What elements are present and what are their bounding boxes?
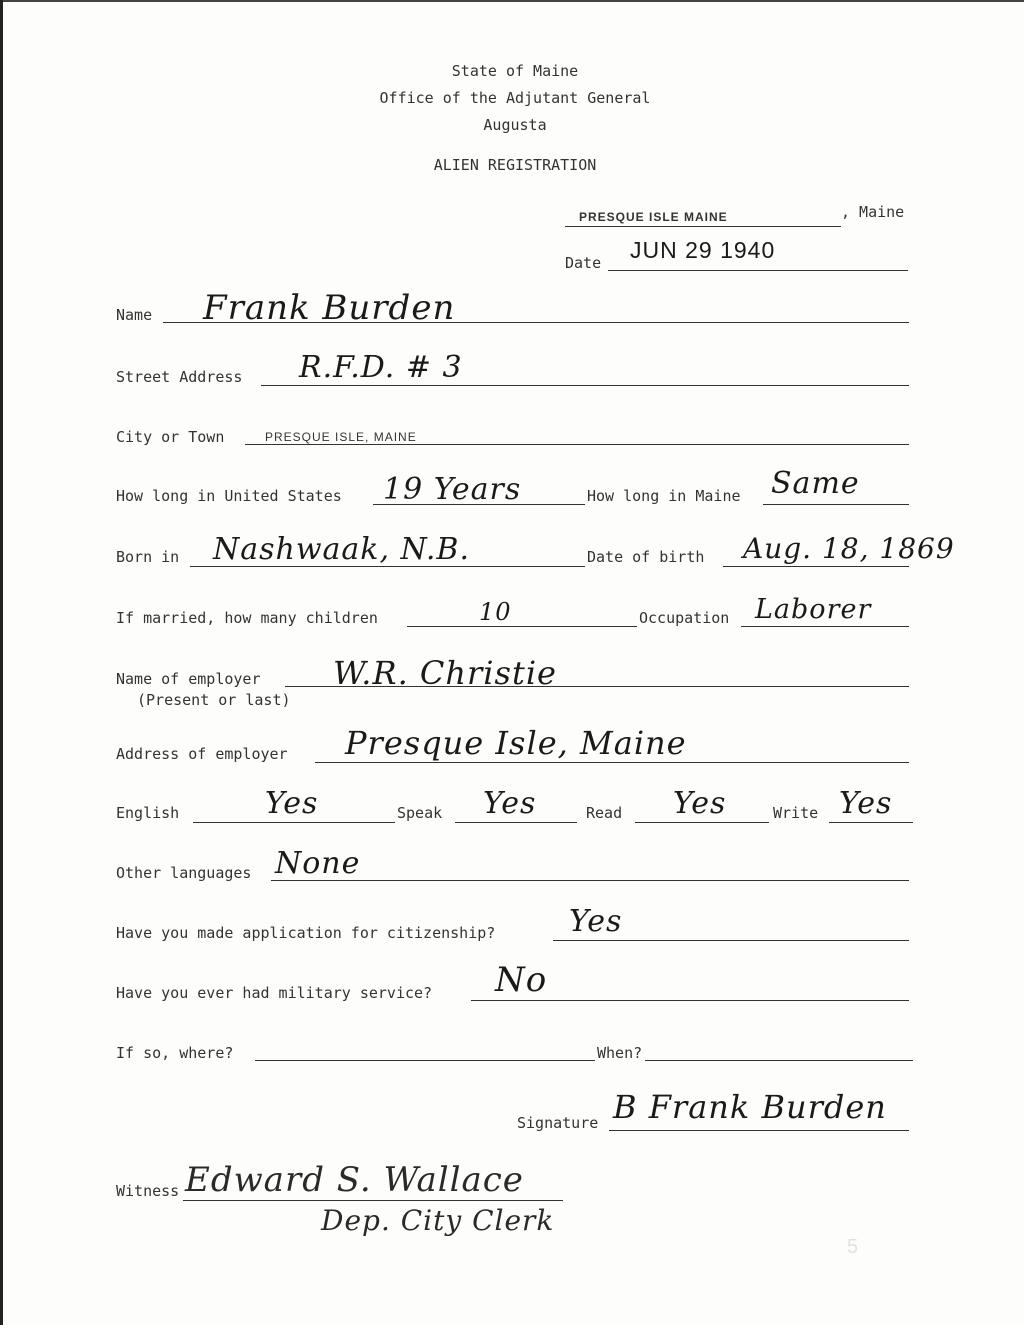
dob-value: Aug. 18, 1869 bbox=[743, 532, 955, 565]
witness-line bbox=[183, 1200, 563, 1201]
when-label: When? bbox=[597, 1044, 643, 1062]
children-value: 10 bbox=[479, 598, 512, 626]
form-title: ALIEN REGISTRATION bbox=[433, 156, 597, 174]
other-languages-label: Other languages bbox=[116, 864, 252, 882]
maine-duration-label: How long in Maine bbox=[587, 487, 741, 505]
header-city: Augusta bbox=[483, 116, 547, 134]
header-state: State of Maine bbox=[451, 62, 579, 80]
occupation-value: Laborer bbox=[755, 594, 872, 625]
date-stamp: JUN 29 1940 bbox=[630, 237, 776, 263]
citizenship-line bbox=[553, 940, 909, 941]
military-value: No bbox=[495, 960, 548, 1000]
children-label: If married, how many children bbox=[116, 609, 378, 627]
name-line bbox=[163, 322, 909, 323]
employer-address-value: Presque Isle, Maine bbox=[345, 724, 687, 762]
witness-value: Edward S. Wallace bbox=[185, 1160, 524, 1200]
signature-value: B Frank Burden bbox=[613, 1088, 887, 1126]
employer-address-line bbox=[315, 762, 909, 763]
date-label: Date bbox=[565, 254, 602, 272]
faint-mark: 5 bbox=[847, 1236, 859, 1258]
header-office: Office of the Adjutant General bbox=[379, 89, 651, 107]
signature-label: Signature bbox=[517, 1114, 599, 1132]
employer-name-line bbox=[285, 686, 909, 687]
location-stamp: PRESQUE ISLE MAINE bbox=[579, 210, 728, 224]
employer-name-label: Name of employer bbox=[116, 670, 261, 688]
children-line bbox=[407, 626, 637, 627]
city-value: PRESQUE ISLE, MAINE bbox=[265, 430, 417, 444]
where-label: If so, where? bbox=[116, 1044, 234, 1062]
read-value: Yes bbox=[673, 786, 727, 821]
born-in-label: Born in bbox=[116, 548, 180, 566]
english-line bbox=[193, 822, 395, 823]
name-label: Name bbox=[116, 306, 153, 324]
speak-line bbox=[455, 822, 577, 823]
maine-duration-line bbox=[763, 504, 909, 505]
date-line bbox=[608, 270, 908, 271]
write-value: Yes bbox=[839, 786, 893, 821]
read-label: Read bbox=[586, 804, 623, 822]
speak-value: Yes bbox=[483, 786, 537, 821]
dob-label: Date of birth bbox=[587, 548, 705, 566]
employer-name-sublabel: (Present or last) bbox=[137, 691, 291, 709]
citizenship-label: Have you made application for citizenship? bbox=[116, 924, 496, 942]
english-value: Yes bbox=[265, 786, 319, 821]
born-in-line bbox=[190, 566, 585, 567]
employer-address-label: Address of employer bbox=[116, 745, 288, 763]
write-line bbox=[829, 822, 913, 823]
maine-duration-value: Same bbox=[771, 466, 860, 501]
citizenship-value: Yes bbox=[569, 904, 623, 939]
employer-name-value: W.R. Christie bbox=[333, 654, 557, 692]
read-line bbox=[635, 822, 769, 823]
born-in-value: Nashwaak, N.B. bbox=[213, 532, 471, 567]
name-value: Frank Burden bbox=[203, 288, 456, 328]
occupation-line bbox=[741, 626, 909, 627]
street-address-label: Street Address bbox=[116, 368, 243, 386]
street-address-line bbox=[261, 385, 909, 386]
witness-title: Dep. City Clerk bbox=[321, 1204, 555, 1237]
us-duration-label: How long in United States bbox=[116, 487, 342, 505]
us-duration-value: 19 Years bbox=[383, 472, 522, 507]
military-line bbox=[471, 1000, 909, 1001]
where-line bbox=[255, 1060, 595, 1061]
witness-label: Witness bbox=[116, 1182, 180, 1200]
city-label: City or Town bbox=[116, 428, 225, 446]
other-languages-line bbox=[271, 880, 909, 881]
when-line bbox=[645, 1060, 913, 1061]
us-duration-line bbox=[373, 504, 585, 505]
city-line bbox=[245, 444, 909, 445]
occupation-label: Occupation bbox=[639, 609, 730, 627]
english-label: English bbox=[116, 804, 180, 822]
top-border bbox=[3, 0, 1024, 2]
other-languages-value: None bbox=[275, 846, 361, 881]
speak-label: Speak bbox=[397, 804, 443, 822]
location-line bbox=[565, 226, 841, 227]
location-suffix: , Maine bbox=[841, 203, 905, 221]
military-label: Have you ever had military service? bbox=[116, 984, 433, 1002]
write-label: Write bbox=[773, 804, 819, 822]
dob-line bbox=[723, 566, 909, 567]
street-address-value: R.F.D. # 3 bbox=[299, 350, 463, 385]
signature-line bbox=[609, 1130, 909, 1131]
